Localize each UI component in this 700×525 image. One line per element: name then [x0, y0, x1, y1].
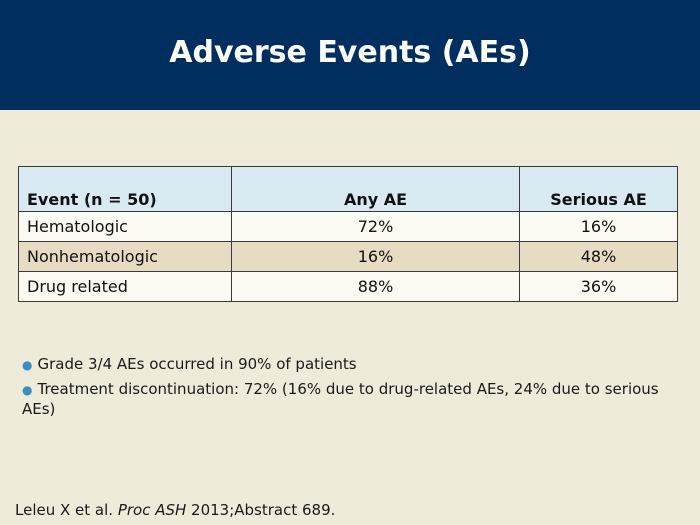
- serious-ae-value: 36%: [520, 272, 678, 302]
- table-row: [19, 242, 678, 272]
- citation: [15, 501, 335, 519]
- citation-authors: Leleu X et al.: [15, 501, 118, 519]
- row-label: Hematologic: [19, 212, 232, 242]
- bullet-text: Grade 3/4 AEs occurred in 90% of patients: [37, 355, 357, 373]
- header-any-ae: Any AE: [232, 167, 520, 212]
- any-ae-value: 88%: [232, 272, 520, 302]
- any-ae-value: 16%: [232, 242, 520, 272]
- bullet-item: [22, 380, 662, 419]
- title-banner: [0, 0, 700, 110]
- adverse-events-table: [18, 166, 678, 302]
- table-row: [19, 272, 678, 302]
- citation-journal: Proc ASH: [117, 501, 187, 519]
- slide-title: Adverse Events (AEs): [169, 34, 531, 70]
- table-header-row: [19, 167, 678, 212]
- header-serious-ae: Serious AE: [520, 167, 678, 212]
- table-row: [19, 212, 678, 242]
- row-label: Drug related: [19, 272, 232, 302]
- any-ae-value: 72%: [232, 212, 520, 242]
- bullet-dot-icon: ●: [22, 383, 33, 397]
- bullet-dot-icon: ●: [22, 358, 33, 372]
- bullet-item: [22, 355, 662, 375]
- citation-details: 2013;Abstract 689.: [186, 501, 336, 519]
- serious-ae-value: 16%: [520, 212, 678, 242]
- row-label: Nonhematologic: [19, 242, 232, 272]
- bullet-list: [22, 355, 662, 424]
- bullet-text: Treatment discontinuation: 72% (16% due to drug-related AEs, 24% due to serious AEs): [22, 380, 659, 418]
- serious-ae-value: 48%: [520, 242, 678, 272]
- header-event: Event (n = 50): [19, 167, 232, 212]
